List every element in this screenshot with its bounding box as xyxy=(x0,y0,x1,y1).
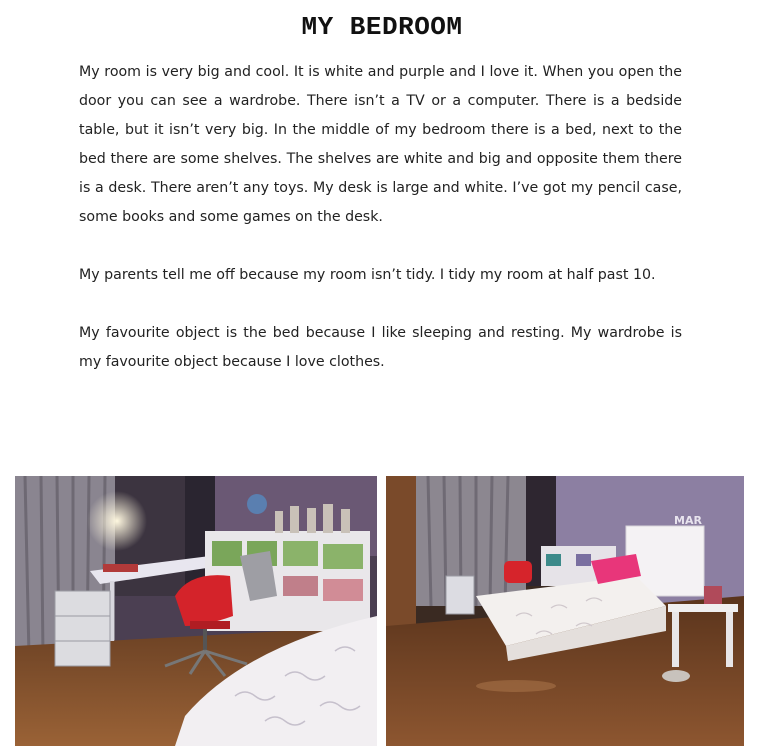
headboard-letters: MAR xyxy=(674,514,702,527)
page-title: MY BEDROOM xyxy=(301,12,463,42)
bedroom-photo-desk xyxy=(15,476,377,746)
paragraph-tidy: My parents tell me off because my room isn’t tidy. I tidy my room at half past 10. xyxy=(79,267,656,283)
paragraph-description: My room is very big and cool. It is white and purple and I love it. When you open the door you can see a wardrobe. There isn’t a TV or a computer. There is a bedside table, but it isn’t very big. In the middle of my bedroom there is a bed, next to the bed there are some shelves. The shelves are white and big and opposite them there is a desk. There aren’t any toys. My desk is large and white. I’ve got my pencil case, some books and some games on the desk. xyxy=(79,64,682,225)
paragraph-favourite: My favourite object is the bed because I like sleeping and resting. My wardrobe is my favourite object because I love clothes. xyxy=(79,325,682,370)
bedroom-photo-bed xyxy=(386,476,744,746)
